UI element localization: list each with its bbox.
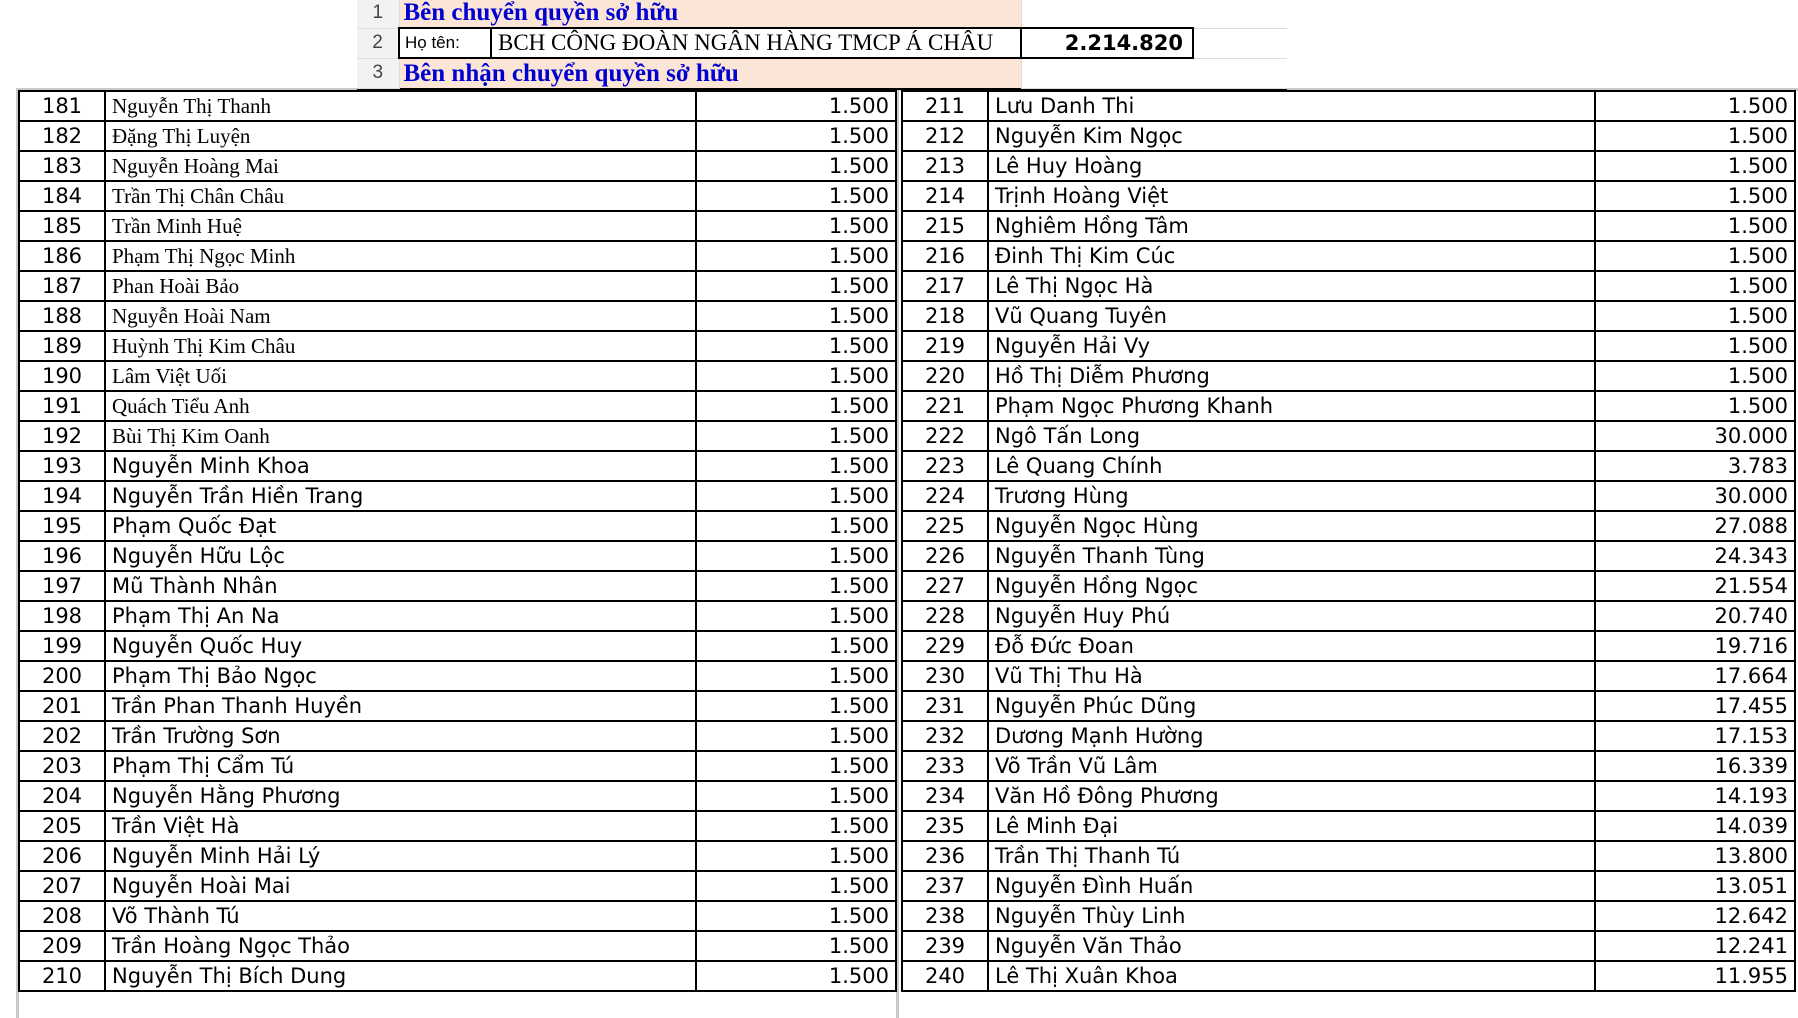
shareholder-name-cell[interactable]: Phạm Thị An Na [105,601,696,631]
share-quantity-cell[interactable]: 1.500 [1595,211,1795,241]
row-index-cell[interactable]: 228 [902,601,988,631]
share-quantity-cell[interactable]: 1.500 [696,721,896,751]
table-row[interactable] [19,451,896,481]
shareholder-name-cell[interactable]: Nguyễn Hằng Phương [105,781,696,811]
row-index-cell[interactable]: 200 [19,661,105,691]
table-row[interactable] [19,781,896,811]
share-quantity-cell[interactable]: 1.500 [1595,331,1795,361]
row-index-cell[interactable]: 231 [902,691,988,721]
share-quantity-cell[interactable]: 14.039 [1595,811,1795,841]
share-quantity-cell[interactable]: 20.740 [1595,601,1795,631]
table-row[interactable] [902,841,1795,871]
share-quantity-cell[interactable]: 16.339 [1595,751,1795,781]
table-row[interactable] [902,541,1795,571]
shareholder-name-cell[interactable]: Vũ Thị Thu Hà [988,661,1595,691]
shareholder-name-cell[interactable]: Nguyễn Ngọc Hùng [988,511,1595,541]
row-index-cell[interactable]: 238 [902,901,988,931]
shareholder-name-cell[interactable]: Võ Thành Tú [105,901,696,931]
row-index-cell[interactable]: 239 [902,931,988,961]
row-index-cell[interactable]: 235 [902,811,988,841]
row-index-cell[interactable]: 220 [902,361,988,391]
share-quantity-cell[interactable]: 1.500 [696,601,896,631]
table-row[interactable] [19,361,896,391]
table-row[interactable] [19,961,896,991]
shareholder-name-cell[interactable]: Nguyễn Hoài Mai [105,871,696,901]
shareholder-name-cell[interactable]: Võ Trần Vũ Lâm [988,751,1595,781]
share-quantity-cell[interactable]: 1.500 [696,121,896,151]
share-quantity-cell[interactable]: 1.500 [696,181,896,211]
row-index-cell[interactable]: 224 [902,481,988,511]
row-index-cell[interactable]: 217 [902,271,988,301]
table-row[interactable] [19,721,896,751]
row-index-cell[interactable]: 186 [19,241,105,271]
row-index-cell[interactable]: 210 [19,961,105,991]
share-quantity-cell[interactable]: 1.500 [1595,241,1795,271]
share-quantity-cell[interactable]: 1.500 [1595,301,1795,331]
row-index-cell[interactable]: 199 [19,631,105,661]
table-row[interactable] [902,481,1795,511]
table-row[interactable] [19,691,896,721]
table-row[interactable] [19,391,896,421]
table-row[interactable] [19,661,896,691]
shareholder-name-cell[interactable]: Trần Trường Sơn [105,721,696,751]
row-index-cell[interactable]: 187 [19,271,105,301]
share-quantity-cell[interactable]: 1.500 [696,751,896,781]
table-row[interactable] [902,181,1795,211]
share-quantity-cell[interactable]: 17.455 [1595,691,1795,721]
shareholder-name-cell[interactable]: Trần Hoàng Ngọc Thảo [105,931,696,961]
row-index-cell[interactable]: 221 [902,391,988,421]
shareholder-name-cell[interactable]: Phạm Quốc Đạt [105,511,696,541]
row-index-cell[interactable]: 205 [19,811,105,841]
row-index-cell[interactable]: 240 [902,961,988,991]
shareholder-name-cell[interactable]: Nguyễn Hữu Lộc [105,541,696,571]
shareholder-name-cell[interactable]: Bùi Thị Kim Oanh [105,421,696,451]
shareholder-name-cell[interactable]: Văn Hồ Đông Phương [988,781,1595,811]
share-quantity-cell[interactable]: 27.088 [1595,511,1795,541]
transferor-heading: Bên chuyển quyền sở hữu [399,0,1021,28]
share-quantity-cell[interactable]: 1.500 [696,931,896,961]
shareholder-name-cell[interactable]: Nguyễn Thanh Tùng [988,541,1595,571]
share-quantity-cell[interactable]: 1.500 [696,961,896,991]
table-row[interactable] [19,511,896,541]
shareholder-name-cell[interactable]: Nguyễn Hoài Nam [105,301,696,331]
row-index-cell[interactable]: 181 [19,91,105,121]
share-quantity-cell[interactable]: 12.642 [1595,901,1795,931]
table-row[interactable] [902,211,1795,241]
table-row[interactable] [19,631,896,661]
share-quantity-cell[interactable]: 1.500 [696,781,896,811]
shareholder-name-cell[interactable]: Nguyễn Thị Bích Dung [105,961,696,991]
row-index-cell[interactable]: 193 [19,451,105,481]
row-index-cell[interactable]: 212 [902,121,988,151]
row-index-cell[interactable]: 218 [902,301,988,331]
shareholder-name-cell[interactable]: Trần Việt Hà [105,811,696,841]
table-row[interactable] [19,541,896,571]
row-index-cell[interactable]: 197 [19,571,105,601]
table-row[interactable] [902,391,1795,421]
table-row[interactable] [19,91,896,121]
shareholder-name-cell[interactable]: Trịnh Hoàng Việt [988,181,1595,211]
table-row[interactable] [902,301,1795,331]
shareholder-name-cell[interactable]: Lê Quang Chính [988,451,1595,481]
share-quantity-cell[interactable]: 1.500 [696,631,896,661]
table-row[interactable] [902,721,1795,751]
table-row[interactable] [902,691,1795,721]
shareholder-name-cell[interactable]: Trần Phan Thanh Huyền [105,691,696,721]
overlay-blank-2b [1193,28,1287,58]
share-quantity-cell[interactable]: 3.783 [1595,451,1795,481]
share-quantity-cell[interactable]: 1.500 [696,811,896,841]
table-row[interactable] [19,241,896,271]
table-row[interactable] [19,901,896,931]
row-index-cell[interactable]: 206 [19,841,105,871]
row-number-3[interactable]: 3 [357,58,399,88]
share-quantity-cell[interactable]: 17.153 [1595,721,1795,751]
table-row[interactable] [19,841,896,871]
share-quantity-cell[interactable]: 1.500 [696,331,896,361]
table-row[interactable] [902,331,1795,361]
share-quantity-cell[interactable]: 21.554 [1595,571,1795,601]
share-quantity-cell[interactable]: 1.500 [1595,181,1795,211]
shareholder-name-cell[interactable]: Nguyễn Kim Ngọc [988,121,1595,151]
table-row[interactable] [19,811,896,841]
row-index-cell[interactable]: 232 [902,721,988,751]
shareholder-name-cell[interactable]: Nghiêm Hồng Tâm [988,211,1595,241]
row-index-cell[interactable]: 198 [19,601,105,631]
row-index-cell[interactable]: 237 [902,871,988,901]
shareholder-name-cell[interactable]: Nguyễn Minh Hải Lý [105,841,696,871]
share-quantity-cell[interactable]: 1.500 [696,91,896,121]
row-index-cell[interactable]: 207 [19,871,105,901]
table-row[interactable] [902,961,1795,991]
share-quantity-cell[interactable]: 30.000 [1595,421,1795,451]
share-quantity-cell[interactable]: 1.500 [696,661,896,691]
row-number-1[interactable]: 1 [357,0,399,28]
shareholder-name-cell[interactable]: Ngô Tấn Long [988,421,1595,451]
shareholder-name-cell[interactable]: Huỳnh Thị Kim Châu [105,331,696,361]
row-index-cell[interactable]: 234 [902,781,988,811]
shareholder-name-cell[interactable]: Lê Thị Xuân Khoa [988,961,1595,991]
row-index-cell[interactable]: 214 [902,181,988,211]
share-quantity-cell[interactable]: 1.500 [1595,151,1795,181]
table-row[interactable] [902,241,1795,271]
row-index-cell[interactable]: 211 [902,91,988,121]
share-quantity-cell[interactable]: 1.500 [696,451,896,481]
table-row[interactable] [19,301,896,331]
share-quantity-cell[interactable]: 1.500 [696,691,896,721]
table-row[interactable] [902,661,1795,691]
overlay-row-1 [357,0,1287,28]
shareholder-name-cell[interactable]: Nguyễn Hải Vy [988,331,1595,361]
shareholder-name-cell[interactable]: Đinh Thị Kim Cúc [988,241,1595,271]
row-index-cell[interactable]: 188 [19,301,105,331]
row-index-cell[interactable]: 203 [19,751,105,781]
shareholder-name-cell[interactable]: Hồ Thị Diễm Phương [988,361,1595,391]
shareholder-name-cell[interactable]: Phan Hoài Bảo [105,271,696,301]
table-row[interactable] [902,91,1795,121]
table-row[interactable] [902,571,1795,601]
table-row[interactable] [19,181,896,211]
table-row[interactable] [902,361,1795,391]
shareholder-name-cell[interactable]: Nguyễn Hoàng Mai [105,151,696,181]
table-row[interactable] [902,271,1795,301]
share-quantity-cell[interactable]: 1.500 [696,391,896,421]
share-quantity-cell[interactable]: 1.500 [696,511,896,541]
shareholder-name-cell[interactable]: Trần Thị Thanh Tú [988,841,1595,871]
table-row[interactable] [902,901,1795,931]
share-quantity-cell[interactable]: 19.716 [1595,631,1795,661]
row-index-cell[interactable]: 233 [902,751,988,781]
row-index-cell[interactable]: 183 [19,151,105,181]
overlay-row-2 [357,28,1287,58]
row-index-cell[interactable]: 222 [902,421,988,451]
table-row[interactable] [902,781,1795,811]
transfer-parties-table [357,0,1287,89]
table-row[interactable] [19,331,896,361]
shareholder-name-cell[interactable]: Lâm Việt Uối [105,361,696,391]
share-quantity-cell[interactable]: 12.241 [1595,931,1795,961]
row-index-cell[interactable]: 194 [19,481,105,511]
row-index-cell[interactable]: 226 [902,541,988,571]
row-index-cell[interactable]: 190 [19,361,105,391]
overlay-blank-3a [1021,58,1193,88]
row-index-cell[interactable]: 196 [19,541,105,571]
shareholder-name-cell[interactable]: Nguyễn Quốc Huy [105,631,696,661]
table-row[interactable] [902,121,1795,151]
shareholder-name-cell[interactable]: Mũ Thành Nhân [105,571,696,601]
organization-name[interactable]: BCH CÔNG ĐOÀN NGÂN HÀNG TMCP Á CHÂU [491,28,1021,58]
overlay-blank-1b [1193,0,1287,28]
shareholder-name-cell[interactable]: Lê Huy Hoàng [988,151,1595,181]
share-quantity-cell[interactable]: 13.051 [1595,871,1795,901]
shareholder-name-cell[interactable]: Nguyễn Đình Huấn [988,871,1595,901]
shareholder-name-cell[interactable]: Nguyễn Văn Thảo [988,931,1595,961]
row-index-cell[interactable]: 216 [902,241,988,271]
shareholder-name-cell[interactable]: Phạm Thị Ngọc Minh [105,241,696,271]
share-quantity-cell[interactable]: 13.800 [1595,841,1795,871]
table-row[interactable] [902,871,1795,901]
shareholder-name-cell[interactable]: Nguyễn Phúc Dũng [988,691,1595,721]
frozen-header-pane [357,0,1287,90]
table-row[interactable] [902,451,1795,481]
table-row[interactable] [19,481,896,511]
shareholder-name-cell[interactable]: Nguyễn Trần Hiền Trang [105,481,696,511]
share-quantity-cell[interactable]: 1.500 [696,901,896,931]
shareholder-name-cell[interactable]: Đỗ Đức Đoan [988,631,1595,661]
row-index-cell[interactable]: 191 [19,391,105,421]
table-row[interactable] [902,601,1795,631]
shareholder-name-cell[interactable]: Lê Minh Đại [988,811,1595,841]
shareholder-name-cell[interactable]: Nguyễn Thùy Linh [988,901,1595,931]
share-quantity-cell[interactable]: 1.500 [696,151,896,181]
shareholder-name-cell[interactable]: Phạm Thị Cẩm Tú [105,751,696,781]
row-index-cell[interactable]: 230 [902,661,988,691]
shareholder-name-cell[interactable]: Trương Hùng [988,481,1595,511]
shareholder-table-left [18,90,897,992]
row-index-cell[interactable]: 236 [902,841,988,871]
overlay-blank-3b [1193,58,1287,88]
row-index-cell[interactable]: 208 [19,901,105,931]
share-quantity-cell[interactable]: 1.500 [696,871,896,901]
share-quantity-cell[interactable]: 1.500 [1595,91,1795,121]
shareholder-name-cell[interactable]: Phạm Ngọc Phương Khanh [988,391,1595,421]
share-quantity-cell[interactable]: 1.500 [1595,361,1795,391]
row-index-cell[interactable]: 229 [902,631,988,661]
row-index-cell[interactable]: 223 [902,451,988,481]
share-quantity-cell[interactable]: 1.500 [696,301,896,331]
table-row[interactable] [19,421,896,451]
row-index-cell[interactable]: 202 [19,721,105,751]
table-row[interactable] [19,931,896,961]
share-quantity-cell[interactable]: 1.500 [1595,391,1795,421]
share-quantity-cell[interactable]: 17.664 [1595,661,1795,691]
shareholder-name-cell[interactable]: Lê Thị Ngọc Hà [988,271,1595,301]
table-row[interactable] [902,631,1795,661]
row-index-cell[interactable]: 227 [902,571,988,601]
shareholder-name-cell[interactable]: Vũ Quang Tuyên [988,301,1595,331]
name-label: Họ tên: [399,28,491,58]
row-index-cell[interactable]: 192 [19,421,105,451]
shareholder-name-cell[interactable]: Phạm Thị Bảo Ngọc [105,661,696,691]
table-row[interactable] [19,151,896,181]
row-index-cell[interactable]: 189 [19,331,105,361]
table-row[interactable] [19,121,896,151]
shareholder-name-cell[interactable]: Đặng Thị Luyện [105,121,696,151]
row-index-cell[interactable]: 195 [19,511,105,541]
shareholder-name-cell[interactable]: Quách Tiểu Anh [105,391,696,421]
shareholder-name-cell[interactable]: Nguyễn Minh Khoa [105,451,696,481]
table-row[interactable] [19,751,896,781]
share-quantity-cell[interactable]: 24.343 [1595,541,1795,571]
overlay-blank-1a [1021,0,1193,28]
row-index-cell[interactable]: 185 [19,211,105,241]
table-row[interactable] [902,511,1795,541]
table-row[interactable] [19,271,896,301]
table-row[interactable] [902,751,1795,781]
shareholder-name-cell[interactable]: Nguyễn Huy Phú [988,601,1595,631]
table-row[interactable] [902,151,1795,181]
share-quantity-cell[interactable]: 1.500 [696,841,896,871]
table-row[interactable] [902,811,1795,841]
row-index-cell[interactable]: 204 [19,781,105,811]
shareholder-name-cell[interactable]: Nguyễn Hồng Ngọc [988,571,1595,601]
row-index-cell[interactable]: 215 [902,211,988,241]
share-quantity-cell[interactable]: 11.955 [1595,961,1795,991]
share-quantity-cell[interactable]: 1.500 [1595,121,1795,151]
transferee-heading: Bên nhận chuyển quyền sở hữu [399,58,1021,88]
row-index-cell[interactable]: 209 [19,931,105,961]
share-quantity-cell[interactable]: 1.500 [696,241,896,271]
share-quantity-cell[interactable]: 1.500 [696,271,896,301]
table-row[interactable] [902,931,1795,961]
share-quantity-cell[interactable]: 1.500 [696,211,896,241]
table-row[interactable] [19,211,896,241]
shareholder-table-right [901,90,1796,992]
share-quantity-cell[interactable]: 1.500 [1595,271,1795,301]
share-quantity-cell[interactable]: 1.500 [696,421,896,451]
row-index-cell[interactable]: 182 [19,121,105,151]
overlay-row-3 [357,58,1287,88]
row-index-cell[interactable]: 225 [902,511,988,541]
shareholder-name-cell[interactable]: Lưu Danh Thi [988,91,1595,121]
shareholder-name-cell[interactable]: Trần Thị Chân Châu [105,181,696,211]
share-quantity-cell[interactable]: 1.500 [696,481,896,511]
shareholder-name-cell[interactable]: Trần Minh Huệ [105,211,696,241]
row-index-cell[interactable]: 219 [902,331,988,361]
share-quantity-cell[interactable]: 30.000 [1595,481,1795,511]
shareholder-name-cell[interactable]: Dương Mạnh Hường [988,721,1595,751]
share-quantity-cell[interactable]: 1.500 [696,571,896,601]
table-row[interactable] [19,871,896,901]
share-quantity-cell[interactable]: 1.500 [696,541,896,571]
table-row[interactable] [19,601,896,631]
share-quantity-cell[interactable]: 14.193 [1595,781,1795,811]
shareholder-name-cell[interactable]: Nguyễn Thị Thanh [105,91,696,121]
share-quantity-cell[interactable]: 1.500 [696,361,896,391]
row-index-cell[interactable]: 184 [19,181,105,211]
row-index-cell[interactable]: 201 [19,691,105,721]
row-number-2[interactable]: 2 [357,28,399,58]
table-row[interactable] [19,571,896,601]
table-row[interactable] [902,421,1795,451]
row-index-cell[interactable]: 213 [902,151,988,181]
transferor-amount[interactable]: 2.214.820 [1021,28,1193,58]
